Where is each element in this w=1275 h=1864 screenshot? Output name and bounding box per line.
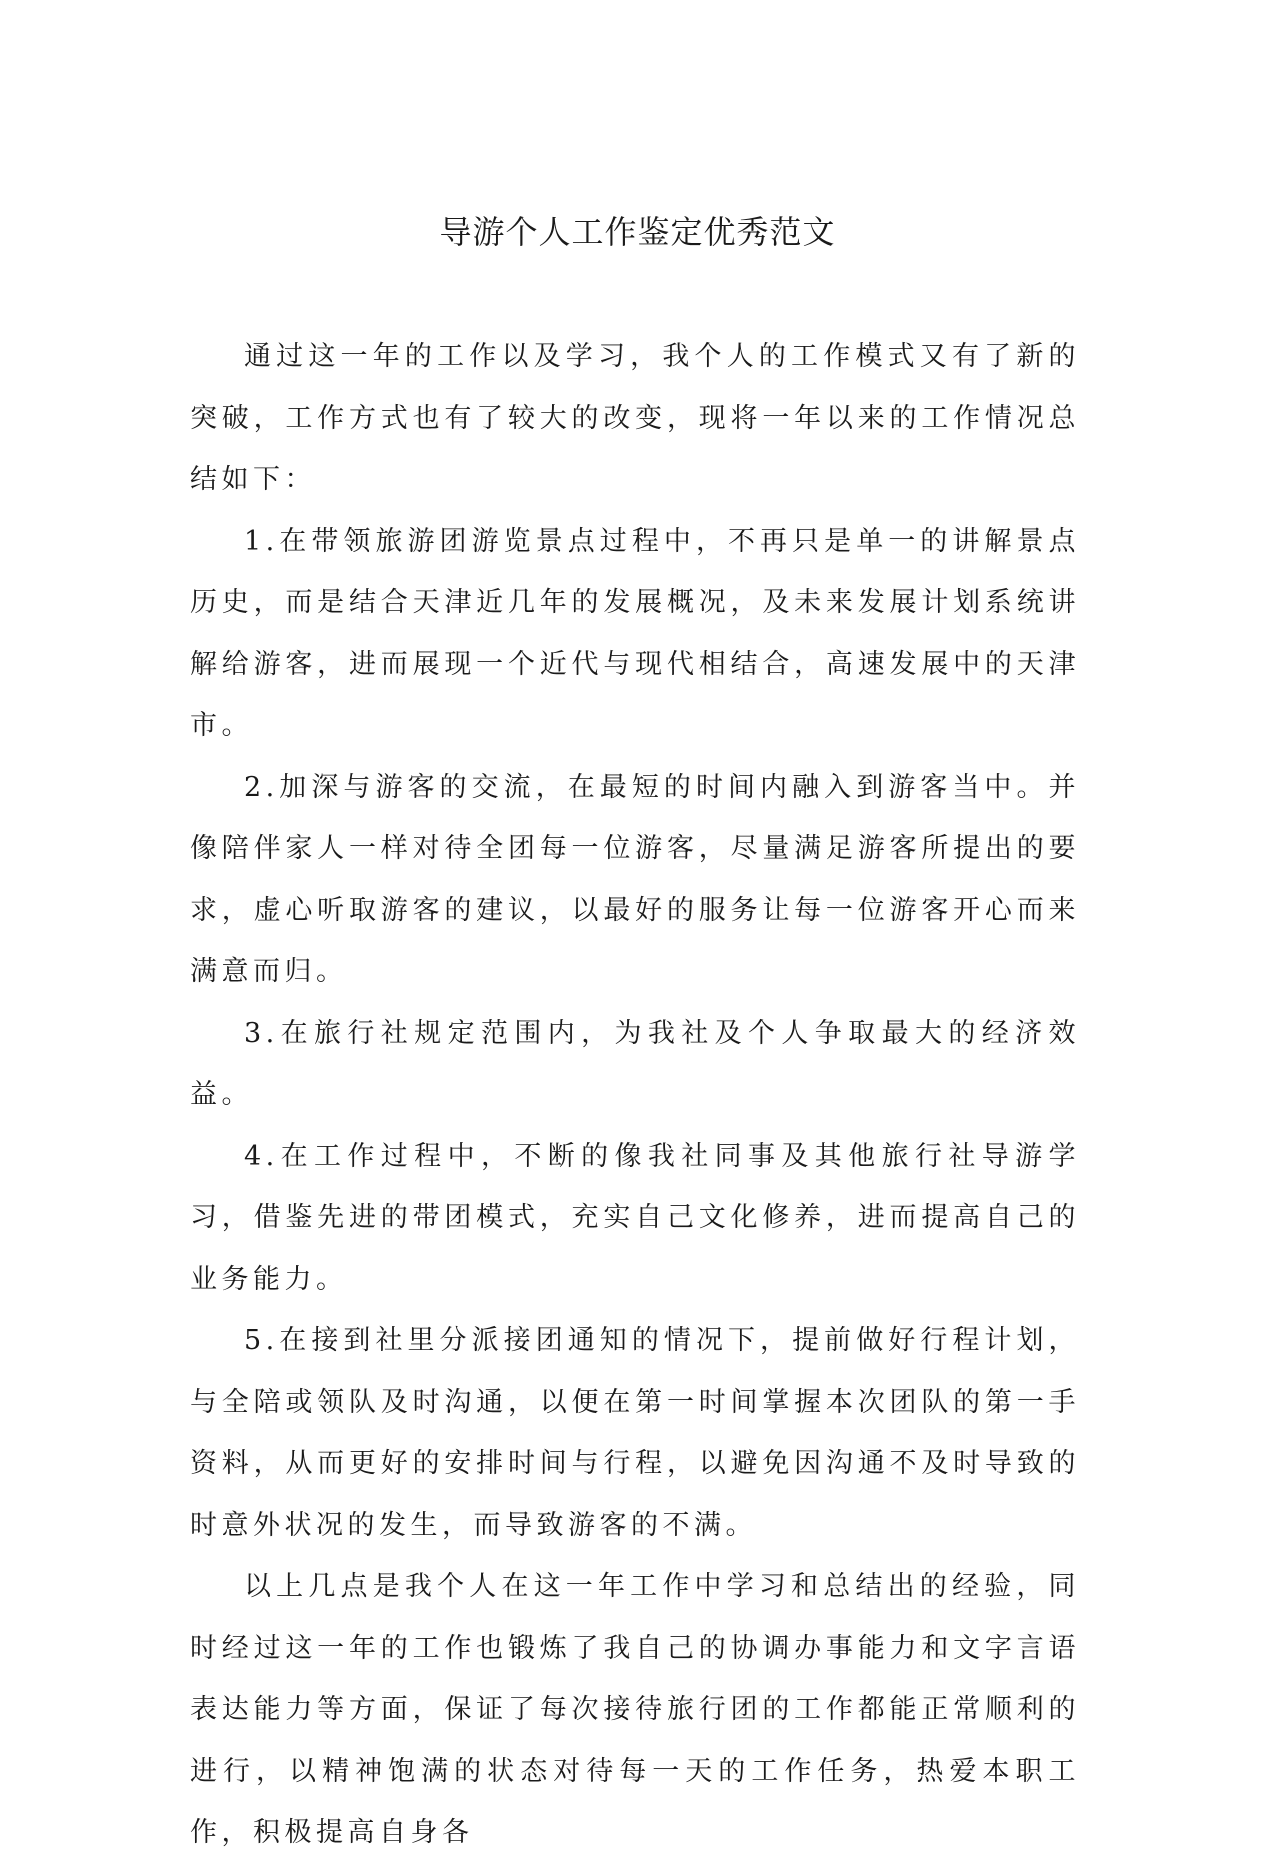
document-title: 导游个人工作鉴定优秀范文 (439, 213, 836, 251)
paragraph-conclusion: 以上几点是我个人在这一年工作中学习和总结出的经验，同时经过这一年的工作也锻炼了我自己的协调办事能力和文字言语表达能力等方面，保证了每次接待旅行团的工作都能正常顺利的进行，以精神饱满的状态对待每一天的工作任务，热爱本职工作，积极提高自身各 (190, 1571, 1080, 1848)
paragraph-item-2: 2.加深与游客的交流，在最短的时间内融入到游客当中。并像陪伴家人一样对待全团每一位游客，尽量满足游客所提出的要求，虚心听取游客的建议，以最好的服务让每一位游客开心而来满意而归。 (190, 771, 1080, 987)
paragraph-item-1: 1.在带领旅游团游览景点过程中，不再只是单一的讲解景点历史，而是结合天津近几年的发展概况，及未来发展计划系统讲解给游客，进而展现一个近代与现代相结合，高速发展中的天津市。 (190, 525, 1080, 741)
paragraph-item-3: 3.在旅行社规定范围内，为我社及个人争取最大的经济效益。 (190, 1017, 1080, 1110)
paragraph-item-5: 5.在接到社里分派接团通知的情况下，提前做好行程计划，与全陪或领队及时沟通，以便在第一时间掌握本次团队的第一手资料，从而更好的安排时间与行程，以避免因沟通不及时导致的时意外状况的发生，而导致游客的不满。 (190, 1325, 1080, 1541)
paragraph-intro: 通过这一年的工作以及学习，我个人的工作模式又有了新的突破，工作方式也有了较大的改变，现将一年以来的工作情况总结如下： (190, 341, 1080, 495)
document-body (190, 326, 1080, 1864)
paragraph-item-4: 4.在工作过程中，不断的像我社同事及其他旅行社导游学习，借鉴先进的带团模式，充实自己文化修养，进而提高自己的业务能力。 (190, 1140, 1080, 1295)
